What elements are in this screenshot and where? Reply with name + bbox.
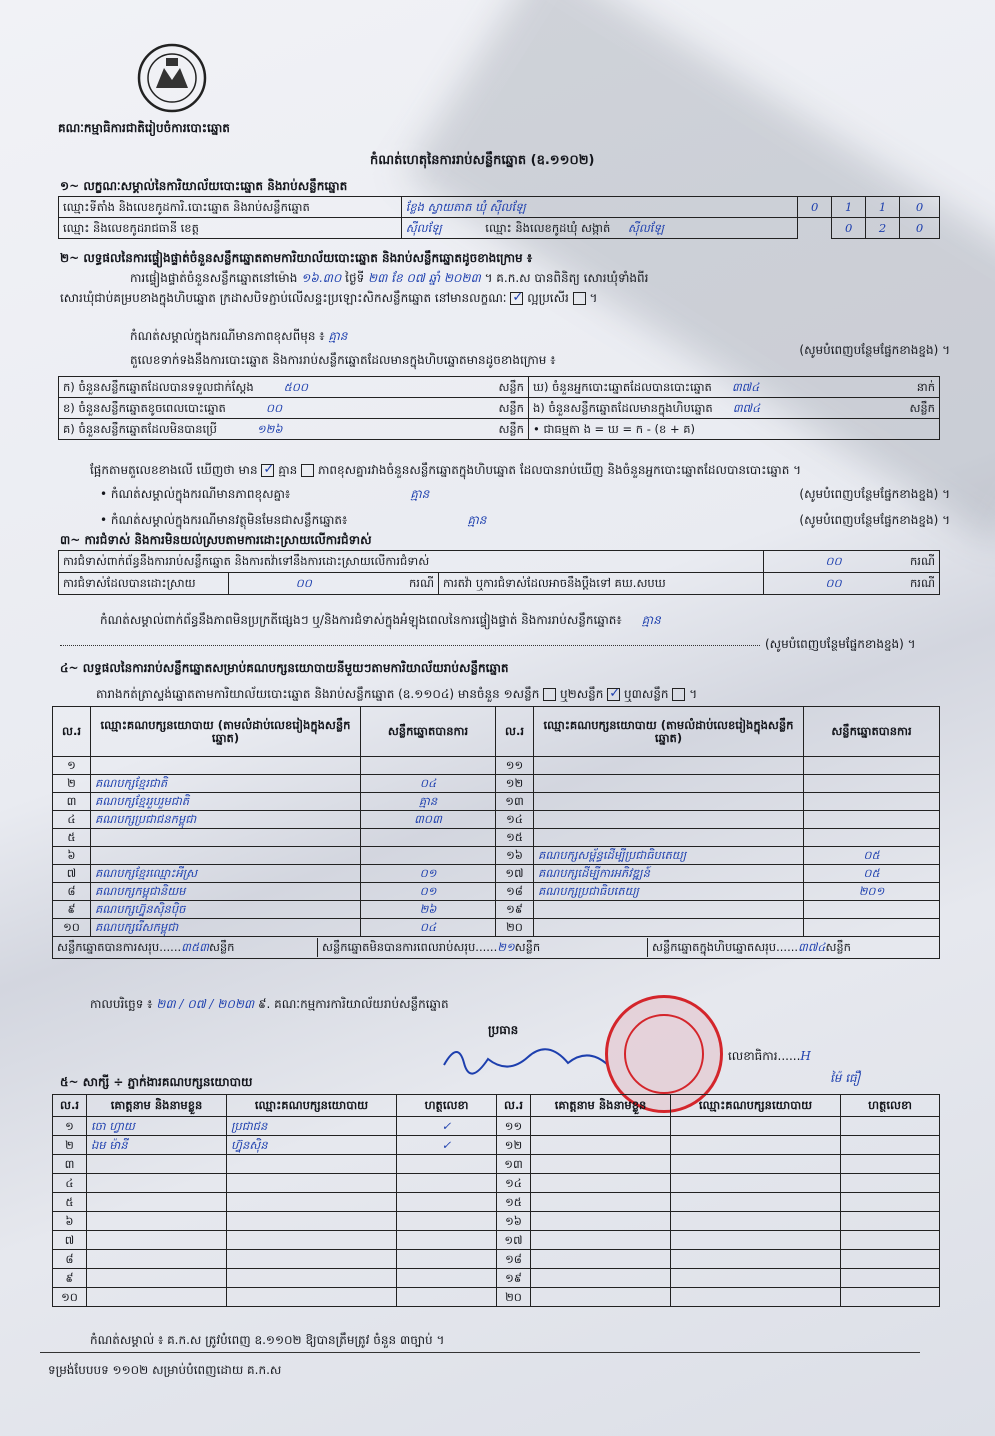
witness-party: ប្រជាជន [227, 1117, 397, 1136]
row-number: ១៨ [497, 1250, 531, 1269]
commune-code-3: 0 [900, 218, 940, 239]
witness-table: ល.រ គោត្តនាម និងនាមខ្លួន ឈ្មោះគណបក្សនយោបាយ ហត្ថលេខា ល.រ គោត្តនាម និងនាមខ្លួន ឈ្មោះគណបក្សនយោបាយ ហត្ថលេខា ១ ចោ ហ្វាយ ប្រជាជន ✓ ១១ ២ ឯម ម៉ានី ហ្វ៊ុនស៊ិន ✓ ១២ ៣ ១៣ ៤ ១៤ ៥ ១៥ ៦ ១៦ ៧ ១៧ ៨ ១៨ ៩ ១៩ ១០ ២០ [52, 1094, 940, 1307]
witness-name [87, 1231, 227, 1250]
witness-name [87, 1155, 227, 1174]
party-name [534, 919, 804, 937]
row-number: ១៣ [496, 793, 534, 811]
total-in-box: សន្លឹកឆ្នោតក្នុងហិបឆ្នោតសរុប......៣៧៤សន្លឹក [652, 940, 851, 954]
party-votes: ២៦ [361, 901, 496, 919]
complaints-filed-label: ការជំទាស់ពាក់ព័ន្ធនឹងការរាប់សន្លឹកឆ្នោត និងការតវ៉ាទៅនឹងការដោះស្រាយលើការជំទាស់ [59, 551, 764, 573]
witness-signature [397, 1250, 497, 1269]
party-name [534, 793, 804, 811]
witness-name [531, 1174, 671, 1193]
received-row: ក) ចំនួនសន្លឹកឆ្នោតដែលបានទទួលជាក់ស្តែង ៥០០ សន្លឹក [59, 377, 529, 398]
form-title: កំណត់ហេតុនៃការរាប់សន្លឹកឆ្នោត (ឧ.១១០២) [370, 153, 595, 168]
one-page-checkbox[interactable] [543, 688, 556, 701]
party-votes [804, 829, 940, 847]
seal-intact-checkbox[interactable] [510, 292, 523, 305]
witness-party [671, 1288, 841, 1307]
witness-name [87, 1269, 227, 1288]
row-number: ៨ [53, 883, 91, 901]
row-number: ១៥ [496, 829, 534, 847]
witness-name [531, 1155, 671, 1174]
witness-name [531, 1117, 671, 1136]
party-row [53, 901, 940, 919]
discrepancy-line: ផ្អែកតាមតួលេខខាងលើ ឃើញថា មាន ✓ គ្មាន ភាពខុសគ្នារវាងចំនួនសន្លឹកឆ្នោតក្នុងហិបឆ្នោត ដែលបានរាប់ឃើញ និងចំនួនអ្នកបោះឆ្នោតដែលបានបោះឆ្នោត ។ [90, 462, 801, 478]
incident-note: កំណត់សម្គាល់ពាក់ព័ន្ធនឹងភាពមិនប្រក្រតីផ្សេងៗ ឬ/និងការជំទាស់ក្នុងអំឡុងពេលនៃការផ្ទៀងផ្ទាត់ និងការរាប់សន្លឹកឆ្នោត៖ គ្មាន [100, 613, 661, 627]
document-page: គណៈកម្មាធិការជាតិរៀបចំការបោះឆ្នោត កំណត់ហេតុនៃការរាប់សន្លឹកឆ្នោត (ឧ.១១០២) ១~ លក្ខណៈសម្គាល់នៃការិយាល័យបោះឆ្នោត និងរាប់សន្លឹកឆ្នោត ឈ្មោះទីតាំង និងលេខកូដការិ.បោះឆ្នោត និងរាប់សន្លឹកឆ្នោត ខ្លែង ស្វាយតាត ឃុំ ស៊ីលឡែ 0 1 1 0 ឈ្មោះ និងលេខកូដរាជធានី ខេត្ត ស៊ីលឡែ ឈ្មោះ និងលេខកូដឃុំ សង្កាត់ ស៊ីលឡែ 0 2 0 ២~ លទ្ធផលនៃការផ្ទៀងផ្ទាត់ចំនួនសន្លឹកឆ្នោតតាមការិយាល័យបោះឆ្នោត និងរាប់សន្លឹកឆ្នោតដូចខាងក្រោម ៖ ការផ្ទៀងផ្ទាត់ចំនួនសន្លឹកឆ្នោតនៅម៉ោង ១៦.៣០ ថ្ងៃទី ២៣ ខែ ០៧ ឆ្នាំ ២០២៣ ។ គ.ក.ស បានពិនិត្យ សោរឃុំទាំងពីរ សោរឃុំជាប់គម្របខាងក្នុងហិបឆ្នោត ក្រដាសបិទភ្ជាប់លើសន្ទះប្រឡោះសិកសន្លឹកឆ្នោត នៅមានលក្ខណៈ ✓ ល្អប្រសើរ ។ កំណត់សម្គាល់ក្នុងករណីមានភាពខុសពីមុន ៖ គ្មាន (សូមបំពេញបន្ថែមផ្នែកខាងខ្នង) ។ តួលេខទាក់ទងនឹងការបោះឆ្នោត និងការរាប់សន្លឹកឆ្នោតដែលមានក្នុងហិបឆ្នោតមានដូចខាងក្រោម ៖ ក) ចំនួនសន្លឹកឆ្នោតដែលបានទទួលជាក់ស្តែង ៥០០ សន្លឹក ឃ) ចំនួនអ្នកបោះឆ្នោតដែលបានបោះឆ្នោត ៣៧៤ នាក់ ខ) ចំនួនសន្លឹកឆ្នោតខូចពេលបោះឆ្នោត ០០ សន្លឹក ង) ចំនួនសន្លឹកឆ្នោតដែលមានក្នុងហិបឆ្នោត ៣៧៤ សន្លឹក គ) ចំនួនសន្លឹកឆ្នោតដែលមិនបានប្រើ ១២៦ សន្លឹក • ជាធម្មតា ង = ឃ = ក - (ខ + គ) ផ្អែកតាមតួលេខខាងលើ ឃើញថា មាន ✓ គ្មាន ភាពខុសគ្នារវាងចំនួនសន្លឹកឆ្នោតក្នុងហិបឆ្នោត ដែលបានរាប់ឃើញ និងចំនួនអ្នកបោះឆ្នោតដែលបានបោះឆ្នោត ។ • កំណត់សម្គាល់ក្នុងករណីមានភាពខុសគ្នា៖ គ្មាន (សូមបំពេញបន្ថែមផ្នែកខាងខ្នង) ។ • កំណត់សម្គាល់ក្នុងករណីមានវត្ថុមិនមែនជាសន្លឹកឆ្នោត៖ គ្មាន (សូមបំពេញបន្ថែមផ្នែកខាងខ្នង) ។ ៣~ ការជំទាស់ និងការមិនយល់ស្របតាមការដោះស្រាយលើការជំទាស់ ការជំទាស់ពាក់ព័ន្ធនឹងការរាប់សន្លឹកឆ្នោត និងការតវ៉ាទៅនឹងការដោះស្រាយលើការជំទាស់ ០០ ករណី ការជំទាស់ដែលបានដោះស្រាយ ០០ ករណី ការតវ៉ា ឬការជំទាស់ដែលអាចនឹងប្តឹងទៅ គឃ.សបឃ ០០ ករណី កំណត់សម្គាល់ពាក់ព័ន្ធនឹងភាពមិនប្រក្រតីផ្សេងៗ ឬ/និងការជំទាស់ក្នុងអំឡុងពេលនៃការផ្ទៀងផ្ទាត់ និងការរាប់សន្លឹកឆ្នោត៖ គ្មាន (សូមបំពេញបន្ថែមផ្នែកខាងខ្នង) ។ ៤~ លទ្ធផលនៃការរាប់សន្លឹកឆ្នោតសម្រាប់គណបក្សនយោបាយនីមួយៗតាមការិយាល័យរាប់សន្លឹកឆ្នោត តារាងកត់ត្រាស្ទង់ឆ្នោតតាមការិយាល័យបោះឆ្នោត និងរាប់សន្លឹកឆ្នោត (ឧ.១១០៤) មានចំនួន ១សន្លឹក ឬ២សន្លឹក ✓ ឬ៣សន្លឹក ។ ល.រ ឈ្មោះគណបក្សនយោបាយ (តាមលំដាប់លេខរៀងក្នុងសន្លឹកឆ្នោត) សន្លឹកឆ្នោតបានការ ល.រ ឈ្មោះគណបក្សនយោបាយ (តាមលំដាប់លេខរៀងក្នុងសន្លឹកឆ្នោត) សន្លឹកឆ្នោតបានការ ១ ១១ ២ គណបក្សខ្មែរជាតិ ០៤ ១២ ៣ គណបក្សខ្មែររួបរួមជាតិ គ្មាន ១៣ ៤ គណបក្សប្រជាជនកម្ពុជា ៣០៣ ១៤ ៥ ១៥ ៦ ១៦ គណបក្សសម្ព័ន្ធដើម្បីប្រជាធិបតេយ្យ ០៥ ៧ គណបក្សខ្មែរឈ្មោះអីស្រ ០១ ១៧ គណបក្សដើម្បីការអភិវឌ្ឍន៍ ០៥ ៨ គណបក្សកម្ពុជានិយម ០១ ១៨ គណបក្សប្រជាធិបតេយ្យ ២០១ ៩ គណបក្សហ្វ៊ុនស៊ិនប៉ិច ២៦ ១៩ ១០ គណបក្សរើសកម្ពុជា ០៤ ២០ សន្លឹកឆ្នោតបានការសរុប......៣៥៣សន្លឹក សន្លឹកឆ្នោតមិនបានការពេលរាប់សរុប......២១សន្លឹក សន្លឹកឆ្នោតក្នុងហិបឆ្នោតសរុប......៣៧៤សន្លឹក កាលបរិច្ឆេទ ៖ ២៣ / ០៧ / ២០២៣ ៩. គណៈកម្មការការិយាល័យរាប់សន្លឹកឆ្នោត ប្រធាន លេខាធិការ......H ម៉ៃ ធឿ ៥~ សាក្សី ÷ ភ្នាក់ងារគណបក្សនយោបាយ ល.រ គោត្តនាម និងនាមខ្លួន ឈ្មោះគណបក្សនយោបាយ ហត្ថលេខា ល.រ គោត្តនាម និងនាមខ្លួន ឈ្មោះគណបក្សនយោបាយ ហត្ថលេខា ១ ចោ ហ្វាយ ប្រជាជន ✓ ១១ ២ ឯម ម៉ានី ហ្វ៊ុនស៊ិន ✓ ១២ ៣ ១៣ ៤ ១៤ ៥ ១៥ ៦ ១៦ ៧ ១៧ ៨ ១៨ ៩ ១៩ ១០ ២០ កំណត់សម្គាល់ ៖ គ.ក.ស ត្រូវបំពេញ ឧ.១១០២ ឱ្យបានត្រឹមត្រូវ ចំនួន ៣ច្បាប់ ។ ទម្រង់បែបបទ ១១០២ សម្រាប់បំពេញដោយ គ.ក.ស [0, 0, 995, 1436]
witness-party [227, 1193, 397, 1212]
row-number: ៧ [53, 865, 91, 883]
witness-signature [841, 1155, 940, 1174]
total-valid: សន្លឹកឆ្នោតបានការសរុប......៣៥៣សន្លឹក [53, 938, 318, 957]
party-row [53, 757, 940, 775]
witness-party [671, 1155, 841, 1174]
resolved-label: ការជំទាស់ដែលបានដោះស្រាយ [59, 573, 229, 595]
witness-name [531, 1212, 671, 1231]
row-number: ៩ [53, 1269, 87, 1288]
party-name: គណបក្សខ្មែរជាតិ [91, 775, 361, 793]
witness-signature [841, 1136, 940, 1155]
row-number: ៥ [53, 829, 91, 847]
party-name [91, 829, 361, 847]
party-name: គណបក្សរើសកម្ពុជា [91, 919, 361, 937]
row-number: ៤ [53, 1174, 87, 1193]
station-code-3: 1 [866, 197, 900, 218]
witness-row [53, 1117, 940, 1136]
party-votes: ០៥ [804, 865, 940, 883]
row-number: ១០ [53, 1288, 87, 1307]
witness-signature [841, 1269, 940, 1288]
witness-signature [841, 1250, 940, 1269]
witness-signature: ✓ [397, 1136, 497, 1155]
row-number: ៥ [53, 1193, 87, 1212]
forwarded-value: ០០ [763, 573, 903, 595]
witness-signature: ✓ [397, 1117, 497, 1136]
discrepancy-no-checkbox[interactable] [301, 464, 314, 477]
note-discrepancy: • កំណត់សម្គាល់ក្នុងករណីមានភាពខុសគ្នា៖ គ្មាន (សូមបំពេញបន្ថែមផ្នែកខាងខ្នង) ។ [100, 487, 950, 501]
party-votes: ០៤ [361, 775, 496, 793]
row-number: ៦ [53, 847, 91, 865]
party-name: គណបក្សប្រជាជនកម្ពុជា [91, 811, 361, 829]
totals-row [53, 937, 940, 959]
discrepancy-yes-checkbox[interactable] [261, 464, 274, 477]
party-results-table: ល.រ ឈ្មោះគណបក្សនយោបាយ (តាមលំដាប់លេខរៀងក្នុងសន្លឹកឆ្នោត) សន្លឹកឆ្នោតបានការ ល.រ ឈ្មោះគណបក្សនយោបាយ (តាមលំដាប់លេខរៀងក្នុងសន្លឹកឆ្នោត) សន្លឹកឆ្នោតបានការ ១ ១១ ២ គណបក្សខ្មែរជាតិ ០៤ ១២ ៣ គណបក្សខ្មែររួបរួមជាតិ គ្មាន ១៣ ៤ គណបក្សប្រជាជនកម្ពុជា ៣០៣ ១៤ ៥ ១៥ ៦ ១៦ គណបក្សសម្ព័ន្ធដើម្បីប្រជាធិបតេយ្យ ០៥ ៧ គណបក្សខ្មែរឈ្មោះអីស្រ ០១ ១៧ គណបក្សដើម្បីការអភិវឌ្ឍន៍ ០៥ ៨ គណបក្សកម្ពុជានិយម ០១ ១៨ គណបក្សប្រជាធិបតេយ្យ ២០១ ៩ គណបក្សហ្វ៊ុនស៊ិនប៉ិច ២៦ ១៩ ១០ គណបក្សរើសកម្ពុជា ០៤ ២០ សន្លឹកឆ្នោតបានការសរុប......៣៥៣សន្លឹក សន្លឹកឆ្នោតមិនបានការពេលរាប់សរុប......២១សន្លឹក សន្លឹកឆ្នោតក្នុងហិបឆ្នោតសរុប......៣៧៤សន្លឹក [52, 706, 940, 959]
row-number: ៨ [53, 1250, 87, 1269]
witness-party [671, 1193, 841, 1212]
station-code-2: 1 [832, 197, 866, 218]
voters-row: ឃ) ចំនួនអ្នកបោះឆ្នោតដែលបានបោះឆ្នោត ៣៧៤ នាក់ [529, 377, 940, 398]
total-invalid: សន្លឹកឆ្នោតមិនបានការពេលរាប់សរុប......២១សន្លឹក [318, 938, 648, 957]
party-name: គណបក្សសម្ព័ន្ធដើម្បីប្រជាធិបតេយ្យ [534, 847, 804, 865]
party-votes: ០១ [361, 883, 496, 901]
three-pages-checkbox[interactable] [672, 688, 685, 701]
party-votes: ០១ [361, 865, 496, 883]
witness-signature [397, 1193, 497, 1212]
witness-name [531, 1288, 671, 1307]
witness-party [671, 1117, 841, 1136]
party-name: គណបក្សខ្មែរឈ្មោះអីស្រ [91, 865, 361, 883]
party-row [53, 775, 940, 793]
party-name: គណបក្សដើម្បីការអភិវឌ្ឍន៍ [534, 865, 804, 883]
party-name: គណបក្សខ្មែររួបរួមជាតិ [91, 793, 361, 811]
witness-party [227, 1212, 397, 1231]
row-number: ១២ [497, 1136, 531, 1155]
witness-party [671, 1136, 841, 1155]
formula-row: • ជាធម្មតា ង = ឃ = ក - (ខ + គ) [529, 419, 940, 440]
witness-signature [841, 1212, 940, 1231]
commune-label: ឈ្មោះ និងលេខកូដឃុំ សង្កាត់ [485, 220, 611, 235]
row-number: ១ [53, 757, 91, 775]
witness-party [671, 1212, 841, 1231]
forwarded-label: ការតវ៉ា ឬការជំទាស់ដែលអាចនឹងប្តឹងទៅ គឃ.សបឃ [439, 573, 764, 595]
witness-signature [397, 1231, 497, 1250]
witness-party [227, 1155, 397, 1174]
party-votes [361, 829, 496, 847]
commune-code-2: 2 [866, 218, 900, 239]
witness-row [53, 1174, 940, 1193]
secretary-name: ម៉ៃ ធឿ [830, 1071, 861, 1085]
section-2-heading: ២~ លទ្ធផលនៃការផ្ទៀងផ្ទាត់ចំនួនសន្លឹកឆ្នោតតាមការិយាល័យបោះឆ្នោត និងរាប់សន្លឹកឆ្នោតដូចខាងក្រោម ៖ [60, 251, 533, 265]
witness-party [671, 1250, 841, 1269]
station-code-4: 0 [900, 197, 940, 218]
witness-signature [841, 1117, 940, 1136]
row-number: ១៦ [497, 1212, 531, 1231]
section-3-heading: ៣~ ការជំទាស់ និងការមិនយល់ស្របតាមការដោះស្រាយលើការជំទាស់ [60, 533, 372, 547]
section-1-heading: ១~ លក្ខណៈសម្គាល់នៃការិយាល័យបោះឆ្នោត និងរាប់សន្លឹកឆ្នោត [60, 179, 348, 193]
chair-signature [438, 1035, 618, 1085]
row-number: ១៥ [497, 1193, 531, 1212]
party-row [53, 829, 940, 847]
party-row [53, 865, 940, 883]
row-number: ២ [53, 1136, 87, 1155]
party-row [53, 811, 940, 829]
party-name: គណបក្សហ្វ៊ុនស៊ិនប៉ិច [91, 901, 361, 919]
count-start-line: ការផ្ទៀងផ្ទាត់ចំនួនសន្លឹកឆ្នោតនៅម៉ោង ១៦.៣០ ថ្ងៃទី ២៣ ខែ ០៧ ឆ្នាំ ២០២៣ ។ គ.ក.ស បានពិនិត្យ សោរឃុំទាំងពីរ [130, 271, 649, 285]
party-votes: ២០១ [804, 883, 940, 901]
row-number: ១៩ [497, 1269, 531, 1288]
party-votes [361, 847, 496, 865]
witness-signature [841, 1174, 940, 1193]
party-name [534, 829, 804, 847]
party-row [53, 919, 940, 937]
party-votes [804, 919, 940, 937]
section-4-heading: ៤~ លទ្ធផលនៃការរាប់សន្លឹកឆ្នោតសម្រាប់គណបក្សនយោបាយនីមួយៗតាមការិយាល័យរាប់សន្លឹកឆ្នោត [60, 661, 509, 675]
witness-signature [397, 1174, 497, 1193]
party-votes [804, 901, 940, 919]
party-votes [804, 775, 940, 793]
witness-row [53, 1193, 940, 1212]
witness-party [227, 1231, 397, 1250]
footnote: កំណត់សម្គាល់ ៖ គ.ក.ស ត្រូវបំពេញ ឧ.១១០២ ឱ្យបានត្រឹមត្រូវ ចំនួន ៣ច្បាប់ ។ [90, 1333, 445, 1347]
witness-row [53, 1269, 940, 1288]
unused-row: គ) ចំនួនសន្លឹកឆ្នោតដែលមិនបានប្រើ ១២៦ សន្លឹក [59, 419, 529, 440]
row-number: ៩ [53, 901, 91, 919]
row-number: ៤ [53, 811, 91, 829]
station-value: ខ្លែង ស្វាយតាត ឃុំ ស៊ីលឡែ [401, 197, 798, 218]
party-votes [804, 811, 940, 829]
witness-row [53, 1231, 940, 1250]
form-footer: ទម្រង់បែបបទ ១១០២ សម្រាប់បំពេញដោយ គ.ក.ស [48, 1363, 282, 1377]
party-name [534, 811, 804, 829]
party-votes: គ្មាន [361, 793, 496, 811]
party-name [91, 847, 361, 865]
row-number: ១៨ [496, 883, 534, 901]
committee-name: គណៈកម្មាធិការជាតិរៀបចំការបោះឆ្នោត [58, 121, 230, 135]
witness-name: ចោ ហ្វាយ [87, 1117, 227, 1136]
witness-row [53, 1155, 940, 1174]
section-5-heading: ៥~ សាក្សី ÷ ភ្នាក់ងារគណបក្សនយោបាយ [60, 1075, 253, 1089]
witness-name: ឯម ម៉ានី [87, 1136, 227, 1155]
row-number: ២០ [497, 1288, 531, 1307]
ballot-pages-line: តារាងកត់ត្រាស្ទង់ឆ្នោតតាមការិយាល័យបោះឆ្នោត និងរាប់សន្លឹកឆ្នោត (ឧ.១១០៤) មានចំនួន ១សន្លឹក ឬ២សន្លឹក ✓ ឬ៣សន្លឹក ។ [96, 686, 697, 702]
witness-party [671, 1269, 841, 1288]
two-pages-checkbox[interactable] [607, 688, 620, 701]
commune-value: ស៊ីលឡែ [627, 220, 664, 235]
seal-check-line: សោរឃុំជាប់គម្របខាងក្នុងហិបឆ្នោត ក្រដាសបិទភ្ជាប់លើសន្ទះប្រឡោះសិកសន្លឹកឆ្នោត នៅមានលក្ខណៈ ✓ ល្អប្រសើរ ។ [60, 290, 597, 306]
witness-party [227, 1174, 397, 1193]
witness-signature [397, 1212, 497, 1231]
witness-row [53, 1288, 940, 1307]
in-box-row: ង) ចំនួនសន្លឹកឆ្នោតដែលមានក្នុងហិបឆ្នោត ៣៧៤ សន្លឹក [529, 398, 940, 419]
row-number: ២០ [496, 919, 534, 937]
complaints-table: ការជំទាស់ពាក់ព័ន្ធនឹងការរាប់សន្លឹកឆ្នោត និងការតវ៉ាទៅនឹងការដោះស្រាយលើការជំទាស់ ០០ ករណី ការជំទាស់ដែលបានដោះស្រាយ ០០ ករណី ការតវ៉ា ឬការជំទាស់ដែលអាចនឹងប្តឹងទៅ គឃ.សបឃ ០០ ករណី [58, 550, 940, 595]
witness-row [53, 1250, 940, 1269]
witness-signature [397, 1155, 497, 1174]
party-name [534, 757, 804, 775]
witness-name [87, 1212, 227, 1231]
row-number: ១៧ [497, 1231, 531, 1250]
party-name: គណបក្សប្រជាធិបតេយ្យ [534, 883, 804, 901]
ballot-count-intro: តួលេខទាក់ទងនឹងការបោះឆ្នោត និងការរាប់សន្លឹកឆ្នោតដែលមានក្នុងហិបឆ្នោតមានដូចខាងក្រោម ៖ [130, 353, 556, 367]
row-number: ១៣ [497, 1155, 531, 1174]
witness-party [227, 1250, 397, 1269]
witness-party [227, 1269, 397, 1288]
irregularity-note-line: កំណត់សម្គាល់ក្នុងករណីមានភាពខុសពីមុន ៖ គ្មាន (សូមបំពេញបន្ថែមផ្នែកខាងខ្នង) ។ [130, 329, 950, 357]
party-name [534, 901, 804, 919]
station-code-1: 0 [798, 197, 832, 218]
party-row [53, 793, 940, 811]
row-number: ១១ [497, 1117, 531, 1136]
row-number: ១១ [496, 757, 534, 775]
witness-signature [841, 1231, 940, 1250]
row-number: ១៩ [496, 901, 534, 919]
party-votes: ០៥ [804, 847, 940, 865]
row-number: ៣ [53, 1155, 87, 1174]
witness-name [87, 1193, 227, 1212]
witness-signature [397, 1288, 497, 1307]
witness-name [531, 1193, 671, 1212]
note-foreign: • កំណត់សម្គាល់ក្នុងករណីមានវត្ថុមិនមែនជាសន្លឹកឆ្នោត៖ គ្មាន (សូមបំពេញបន្ថែមផ្នែកខាងខ្នង) ។ [100, 513, 950, 527]
party-name [534, 775, 804, 793]
witness-name [87, 1174, 227, 1193]
chairperson-label: ប្រធាន [488, 1023, 519, 1037]
witness-name [531, 1231, 671, 1250]
ballot-count-table [58, 376, 940, 440]
nec-emblem-icon [134, 40, 210, 116]
station-label: ឈ្មោះទីតាំង និងលេខកូដការិ.បោះឆ្នោត និងរាប់សន្លឹកឆ្នោត [59, 197, 402, 218]
party-votes: ៣០៣ [361, 811, 496, 829]
commune-code-1: 0 [832, 218, 866, 239]
witness-party: ហ្វ៊ុនស៊ិន [227, 1136, 397, 1155]
witness-name [531, 1250, 671, 1269]
witness-row [53, 1212, 940, 1231]
party-votes: ០៤ [361, 919, 496, 937]
polling-station-table [58, 196, 940, 239]
witness-signature [841, 1288, 940, 1307]
row-number: ៦ [53, 1212, 87, 1231]
witness-name [531, 1136, 671, 1155]
spoiled-row: ខ) ចំនួនសន្លឹកឆ្នោតខូចពេលបោះឆ្នោត ០០ សន្លឹក [59, 398, 529, 419]
witness-party [671, 1174, 841, 1193]
party-name: គណបក្សកម្ពុជានិយម [91, 883, 361, 901]
party-votes [361, 757, 496, 775]
commune-cell [401, 218, 798, 239]
row-number: ២ [53, 775, 91, 793]
witness-row [53, 1136, 940, 1155]
secretary-line: លេខាធិការ......H [728, 1049, 811, 1063]
row-number: ៣ [53, 793, 91, 811]
row-number: ១៤ [496, 811, 534, 829]
complaints-filed-value: ០០ [763, 551, 903, 573]
witness-name [87, 1250, 227, 1269]
party-votes [804, 793, 940, 811]
row-number: ១ [53, 1117, 87, 1136]
party-row [53, 847, 940, 865]
witness-name [87, 1288, 227, 1307]
resolved-value: ០០ [229, 573, 379, 595]
seal-broken-checkbox[interactable] [573, 292, 586, 305]
row-number: ១៧ [496, 865, 534, 883]
witness-party [671, 1231, 841, 1250]
witness-name [531, 1269, 671, 1288]
party-votes [804, 757, 940, 775]
row-number: ១៤ [497, 1174, 531, 1193]
row-number: ១៦ [496, 847, 534, 865]
district-value: ស៊ីលឡែ [405, 220, 442, 235]
district-label: ឈ្មោះ និងលេខកូដរាជធានី ខេត្ត [59, 218, 402, 239]
row-number: ១២ [496, 775, 534, 793]
witness-signature [841, 1193, 940, 1212]
row-number: ១០ [53, 919, 91, 937]
witness-party [227, 1288, 397, 1307]
party-row [53, 883, 940, 901]
row-number: ៧ [53, 1231, 87, 1250]
date-line: កាលបរិច្ឆេទ ៖ ២៣ / ០៧ / ២០២៣ ៩. គណៈកម្មការការិយាល័យរាប់សន្លឹកឆ្នោត [90, 997, 449, 1011]
party-name [91, 757, 361, 775]
witness-signature [397, 1269, 497, 1288]
